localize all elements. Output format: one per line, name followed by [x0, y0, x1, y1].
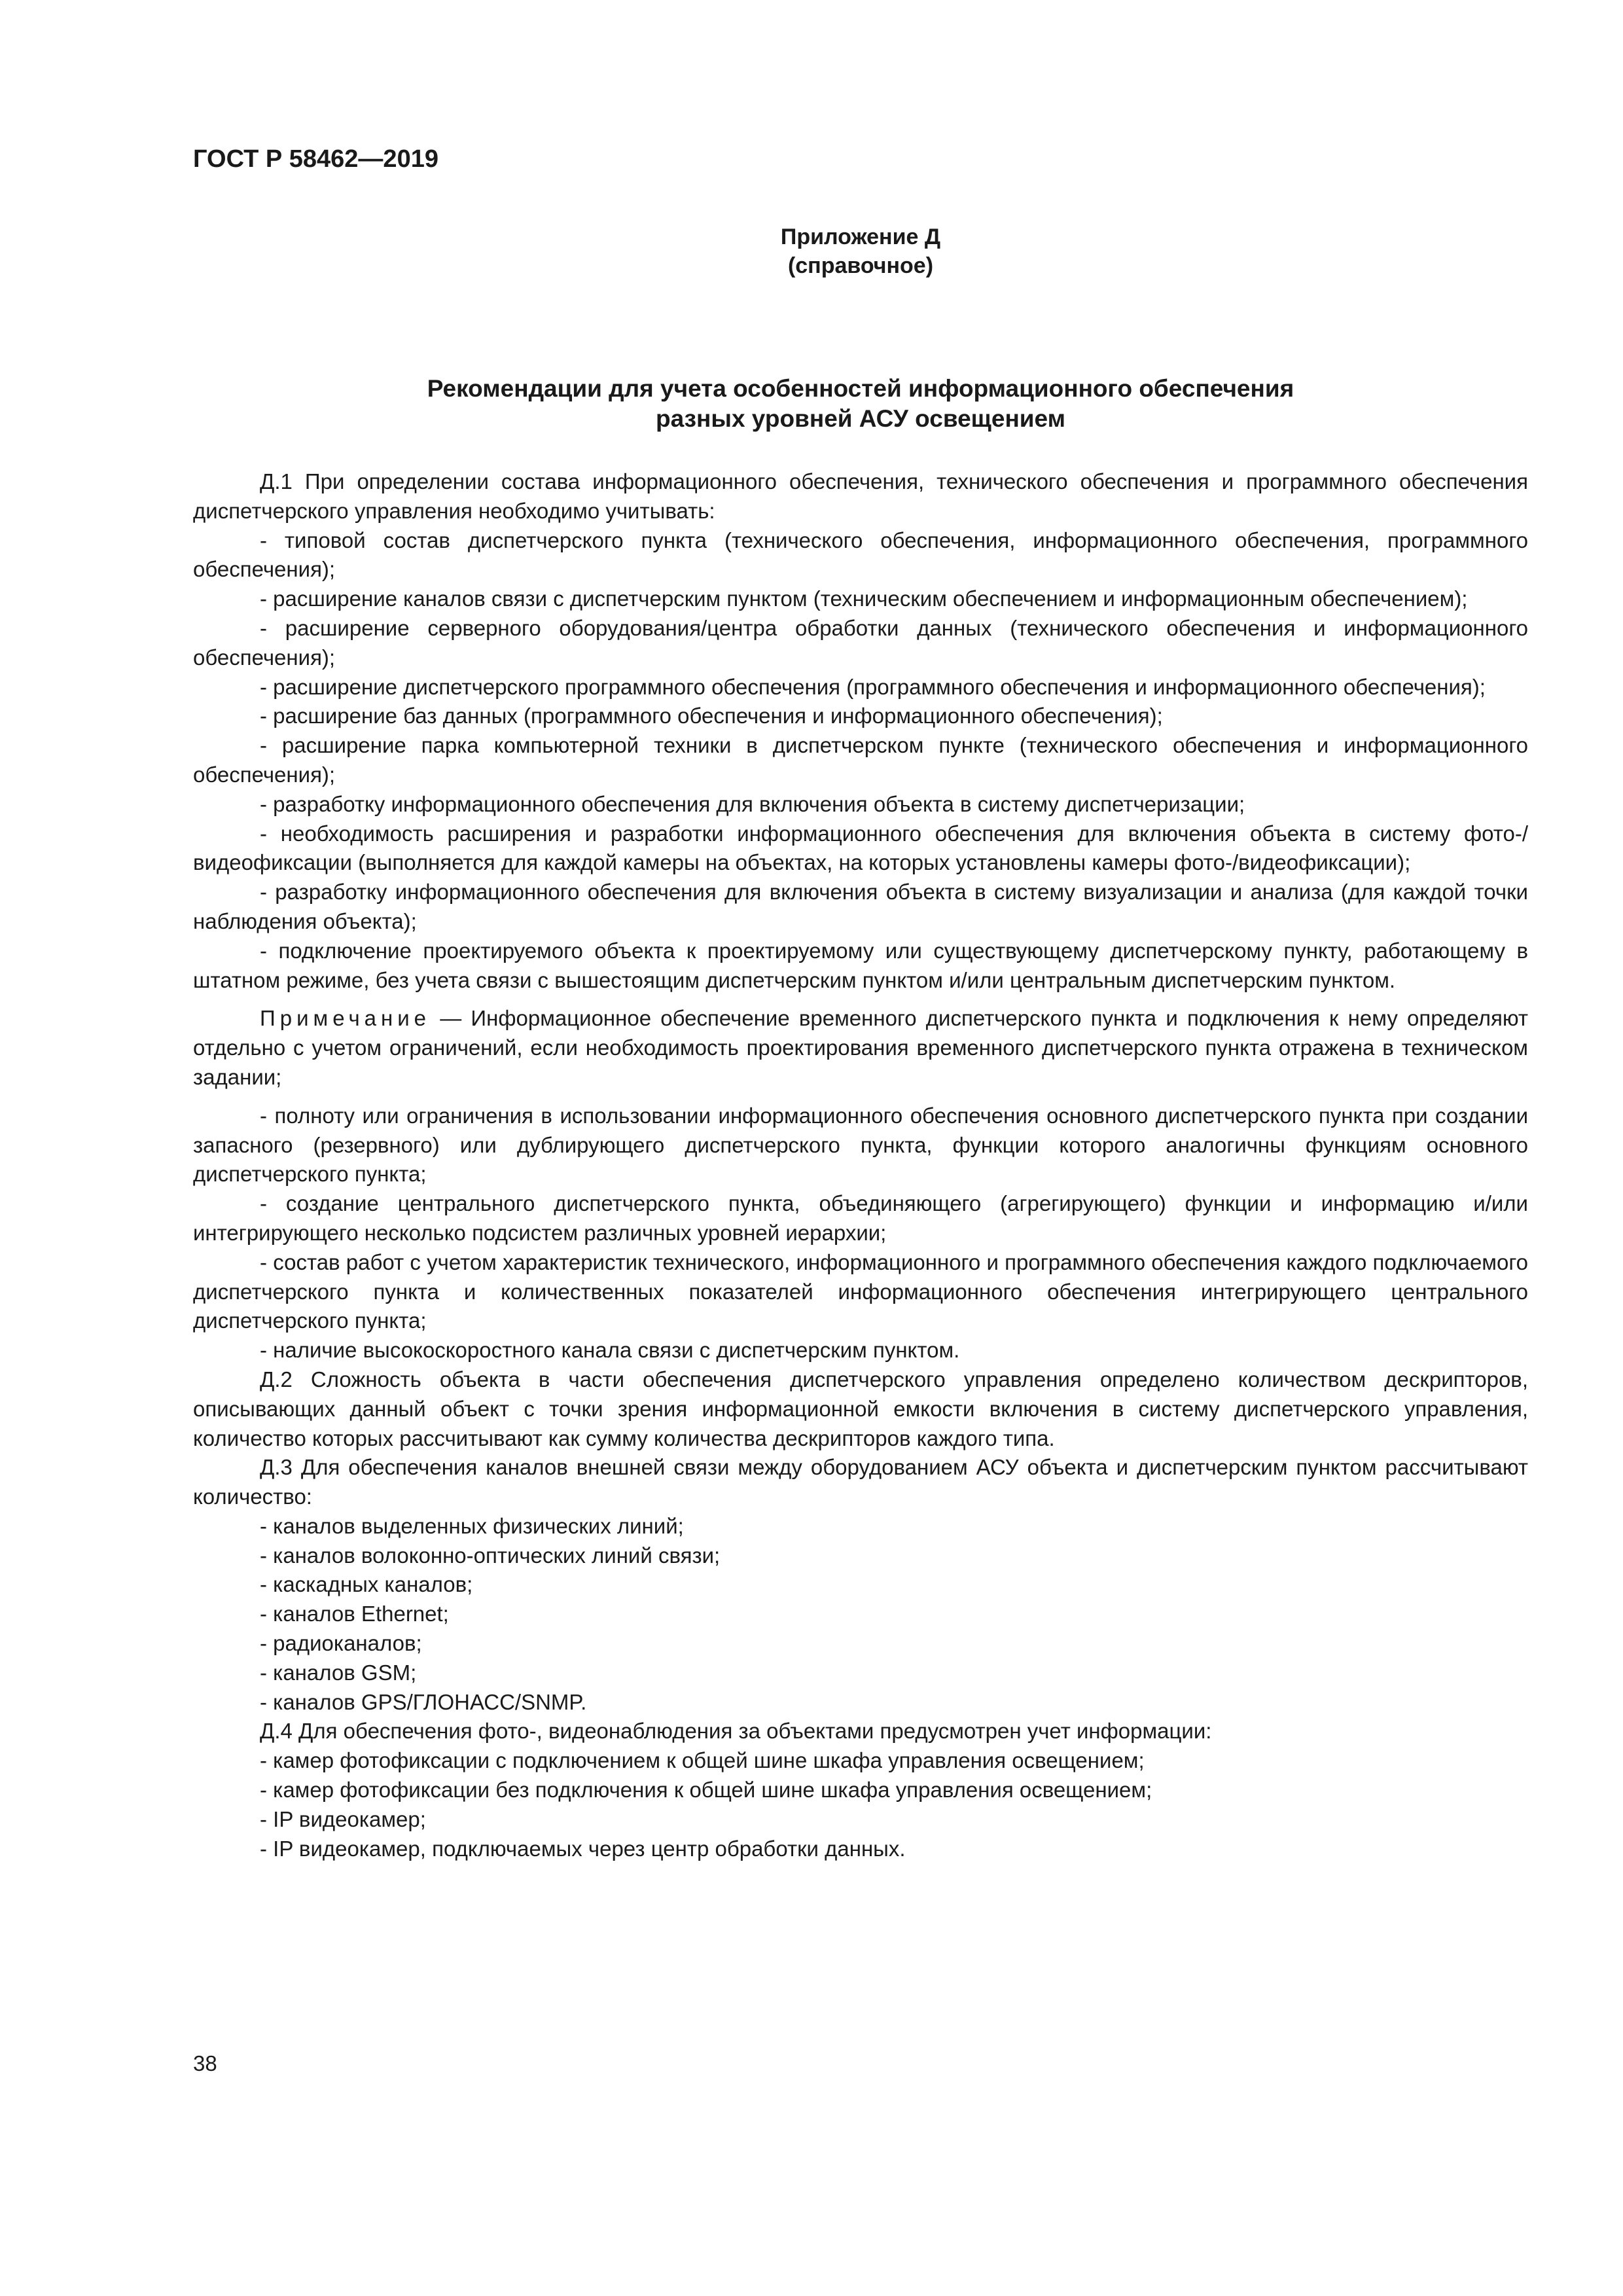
appendix-heading [0, 223, 1623, 280]
list-item: - состав работ с учетом характеристик технического, информационного и программного обеспечения каждого подключаемого диспетчерского пункта и количественных показателей информационного обеспечения интегрирующего центрального диспетчерского пункта; [193, 1249, 1528, 1333]
list-item: - каскадных каналов; [260, 1572, 473, 1597]
list-item: - необходимость расширения и разработки информационного обеспечения для включения объекта в систему фото-/видеофиксации (выполняется для каждой камеры на объектах, на которых установлены камеры фото-/видеофиксации); [193, 821, 1528, 875]
list-item: - каналов Ethernet; [260, 1602, 449, 1626]
list-item: - расширение баз данных (программного обеспечения и информационного обеспечения); [260, 704, 1163, 728]
document-body [193, 467, 1528, 1863]
section-title-line-1: Рекомендации для учета особенностей информационного обеспечения [427, 375, 1294, 402]
list-item: - расширение каналов связи с диспетчерским пунктом (техническим обеспечением и информационным обеспечением); [260, 586, 1468, 611]
paragraph-d3-intro: Д.3 Для обеспечения каналов внешней связи между оборудованием АСУ объекта и диспетчерским пунктом рассчитывают количество: [193, 1455, 1528, 1509]
list-item: - IP видеокамер; [260, 1806, 426, 1831]
list-item: - каналов волоконно-оптических линий связи; [260, 1543, 721, 1568]
paragraph-d1-intro: Д.1 При определении состава информационного обеспечения, технического обеспечения и программного обеспечения диспетчерского управления необходимо учитывать: [193, 469, 1528, 523]
note-paragraph [193, 1004, 1528, 1092]
list-item: - создание центрального диспетчерского пункта, объединяющего (агрегирующего) функции и информацию и/или интегрирующего несколько подсистем различных уровней иерархии; [193, 1191, 1528, 1245]
list-item: - полноту или ограничения в использовании информационного обеспечения основного диспетчерского пункта при создании запасного (резервного) или дублирующего диспетчерского пункта, функции которого аналогичны функциям основного диспетчерского пункта; [193, 1103, 1528, 1187]
appendix-title: Приложение Д [780, 224, 941, 249]
list-item: - разработку информационного обеспечения для включения объекта в систему диспетчеризации; [260, 791, 1245, 816]
document-header: ГОСТ Р 58462—2019 [193, 145, 438, 173]
list-item: - радиоканалов; [260, 1631, 422, 1656]
list-item: - расширение серверного оборудования/центра обработки данных (технического обеспечения и информационного обеспечения); [193, 615, 1528, 670]
appendix-type: (справочное) [787, 253, 934, 278]
list-item: - типовой состав диспетчерского пункта (технического обеспечения, информационного обеспечения, программного обеспечения); [193, 528, 1528, 582]
list-item: - подключение проектируемого объекта к проектируемому или существующему диспетчерскому пункту, работающему в штатном режиме, без учета связи с вышестоящим диспетчерским пунктом и/или центральным диспетчерским пунктом. [193, 938, 1528, 992]
list-item: - разработку информационного обеспечения для включения объекта в систему визуализации и анализа (для каждой точки наблюдения объекта); [193, 880, 1528, 933]
page-number: 38 [193, 2051, 217, 2075]
list-item: - камер фотофиксации без подключения к общей шине шкафа управления освещением; [260, 1778, 1152, 1803]
list-item: - каналов выделенных физических линий; [260, 1513, 684, 1538]
list-item: - IP видеокамер, подключаемых через центр обработки данных. [260, 1836, 906, 1861]
section-title [0, 374, 1623, 434]
list-item: - расширение диспетчерского программного обеспечения (программного обеспечения и информационного обеспечения); [260, 674, 1486, 699]
list-item: - камер фотофиксации с подключением к общей шине шкафа управления освещением; [260, 1748, 1145, 1773]
paragraph-d4-intro: Д.4 Для обеспечения фото-, видеонаблюдения за объектами предусмотрен учет информации: [260, 1719, 1212, 1744]
note-label: Примечание [260, 1006, 431, 1031]
list-item: - каналов GPS/ГЛОНАСС/SNMP. [260, 1689, 587, 1714]
section-title-line-2: разных уровней АСУ освещением [655, 405, 1066, 432]
paragraph-d2: Д.2 Сложность объекта в части обеспечения диспетчерского управления определено количеством дескрипторов, описывающих данный объект с точки зрения информационной емкости включения в систему диспетчерского управления, количество которых рассчитывают как сумму количества дескрипторов каждого типа. [193, 1367, 1528, 1450]
list-item: - каналов GSM; [260, 1660, 417, 1685]
list-item: - расширение парка компьютерной техники в диспетчерском пункте (технического обеспечения и информационного обеспечения); [193, 733, 1528, 787]
note-text: — Информационное обеспечение временного диспетчерского пункта и подключения к нему определяют отдельно с учетом ограничений, если необходимость проектирования временного диспетчерского пункта отражена в техническом задании; [193, 1006, 1528, 1089]
list-item: - наличие высокоскоростного канала связи с диспетчерским пунктом. [260, 1338, 960, 1363]
